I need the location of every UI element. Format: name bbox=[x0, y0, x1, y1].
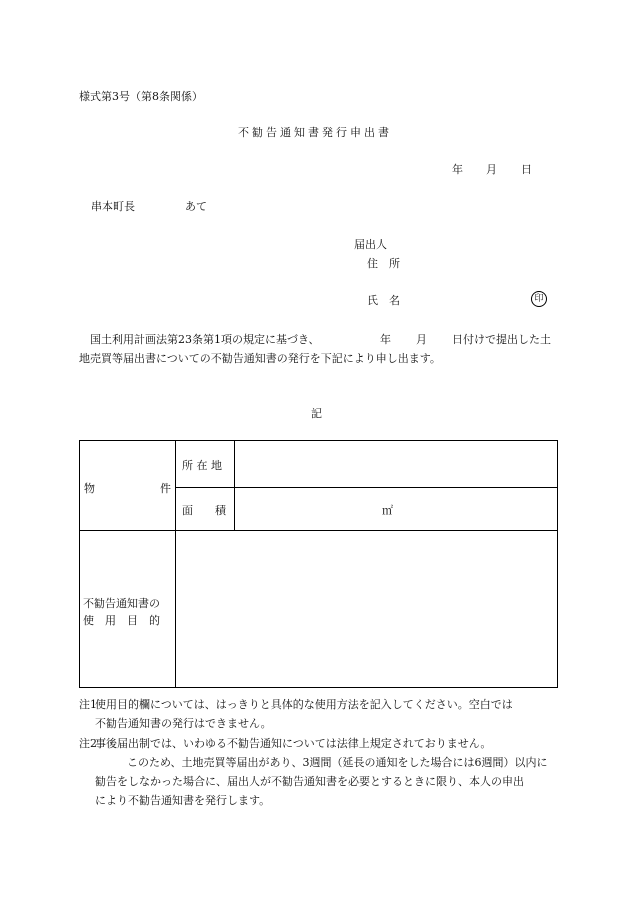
purpose-label-line1: 不勧告通知書の bbox=[83, 597, 160, 610]
applicant-heading: 届出人 bbox=[354, 238, 387, 251]
note-2-head: 注2 bbox=[79, 737, 97, 750]
area-unit: ㎡ bbox=[382, 504, 393, 517]
property-label-left: 物 bbox=[84, 482, 95, 495]
note-1 bbox=[79, 695, 559, 733]
addressee-suffix: あて bbox=[185, 200, 207, 213]
body-line2: 地売買等届出書についての不勧告通知書の発行を下記により申し出ます。 bbox=[79, 352, 441, 365]
applicant-address-label: 住 所 bbox=[367, 257, 400, 270]
form-title: 不勧告通知書発行申出書 bbox=[238, 126, 392, 139]
date-day-label: 日 bbox=[521, 163, 532, 176]
body-line1-year: 年 bbox=[380, 333, 391, 346]
note-2-continued bbox=[79, 753, 559, 810]
location-label: 所 在 地 bbox=[182, 459, 222, 472]
ki-heading: 記 bbox=[311, 407, 322, 420]
form-number: 様式第3号（第8条関係） bbox=[79, 90, 203, 103]
body-line1-start: 国土利用計画法第23条第1項の規定に基づき、 bbox=[90, 333, 320, 346]
table-divider-row2 bbox=[79, 530, 558, 531]
date-year-label: 年 bbox=[452, 163, 463, 176]
purpose-label-line2: 使 用 目 的 bbox=[83, 614, 160, 627]
table-divider-label bbox=[234, 440, 235, 531]
note-2-cont-line2: 勧告をしなかった場合に、届出人が不勧告通知書を必要とするときに限り、本人の申出 bbox=[95, 775, 524, 788]
body-line1-end: 日付けで提出した土 bbox=[452, 333, 551, 346]
applicant-name-label: 氏 名 bbox=[367, 294, 400, 307]
property-label-right: 件 bbox=[160, 482, 171, 495]
note-1-line2: 不勧告通知書の発行はできません。 bbox=[95, 717, 272, 730]
note-1-line1: 使用目的欄については、はっきりと具体的な使用方法を記入してください。空白では bbox=[95, 698, 513, 711]
area-label: 面 積 bbox=[182, 504, 226, 517]
note-1-head: 注1 bbox=[79, 698, 97, 711]
note-2 bbox=[79, 734, 559, 753]
date-month-label: 月 bbox=[486, 163, 497, 176]
addressee-name: 串本町長 bbox=[91, 200, 135, 213]
seal-mark: 印 bbox=[531, 291, 547, 307]
table-divider-row1 bbox=[175, 487, 558, 488]
body-line1-month: 月 bbox=[416, 333, 427, 346]
property-table bbox=[79, 440, 558, 688]
note-2-cont-line1: このため、土地売買等届出があり、3週間（延長の通知をした場合には6週間）以内に bbox=[127, 756, 548, 769]
table-divider-vertical bbox=[175, 440, 176, 688]
note-2-line1: 事後届出制では、いわゆる不勧告通知については法律上規定されておりません。 bbox=[95, 737, 492, 750]
note-2-cont-line3: により不勧告通知書を発行します。 bbox=[95, 794, 271, 807]
